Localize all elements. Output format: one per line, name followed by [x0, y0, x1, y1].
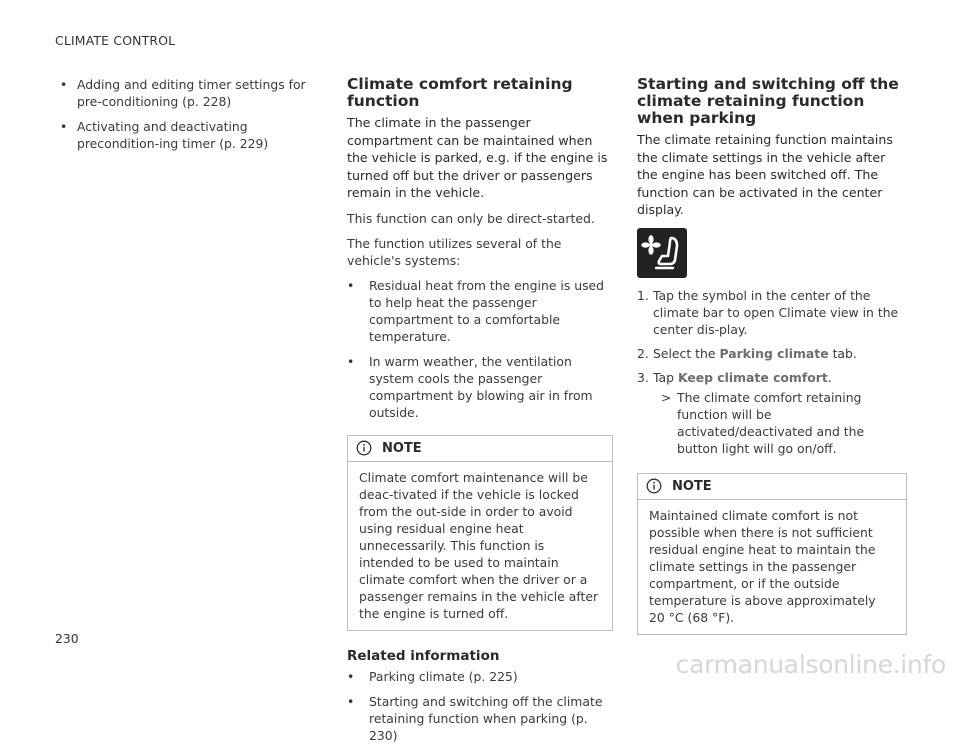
step-text: . — [827, 369, 832, 385]
list-item[interactable]: • Starting and switching off the climate retaining function when parking (p. 230) — [347, 693, 613, 744]
list-item: • In warm weather, the ventilation system cools the passenger compartment by blowing air in from outside. — [347, 353, 613, 421]
step-text: Tap the symbol in the center of the climate bar to open Climate view in the center dis-play. — [653, 287, 899, 337]
note-header — [638, 474, 906, 500]
column-1 — [60, 76, 315, 160]
note-box — [637, 473, 907, 635]
related-links-list — [60, 76, 315, 152]
column-3 — [637, 76, 907, 635]
related-info-heading: Related information — [347, 647, 500, 664]
step-result — [637, 389, 907, 457]
related-links-list — [347, 668, 613, 744]
list-item[interactable]: • Parking climate (p. 225) — [347, 668, 613, 685]
result-marker: > — [661, 389, 672, 405]
step-text: Tap — [653, 369, 674, 385]
steps-list — [637, 287, 907, 386]
paragraph: The function utilizes several of the vehicle's systems: — [347, 235, 562, 268]
result-text: The climate comfort retaining function will be activated/deactivated and the button light will go on/off. — [677, 389, 865, 456]
step-item — [637, 345, 907, 362]
note-header — [348, 436, 612, 462]
step-text: tab. — [832, 345, 857, 361]
parking-climate-tab-label: Parking climate — [719, 345, 829, 361]
section-lead: The climate retaining function maintains the climate settings in the vehicle after the engine has been switched off. The function can be activated in the center display. — [637, 132, 893, 217]
step-number: 2. — [637, 345, 649, 361]
page-number: 230 — [55, 631, 79, 646]
list-item[interactable]: • Activating and deactivating precondition-ing timer (p. 229) — [60, 118, 315, 152]
step-number: 3. — [637, 369, 649, 385]
note-label: NOTE — [382, 440, 422, 456]
info-icon — [646, 478, 662, 494]
paragraph: This function can only be direct-started. — [347, 210, 595, 226]
step-number: 1. — [637, 287, 649, 303]
climate-fan-icon — [637, 228, 687, 278]
list-item: • Residual heat from the engine is used to help heat the passenger compartment to a comfortable temperature. — [347, 277, 613, 345]
note-text: Climate comfort maintenance will be deac-tivated if the vehicle is locked from the out-side in order to avoid using residual engine heat unnecessarily. This function is intended to be used to maintain climate comfort when the driver or a passenger remains in the vehicle after the engine is turned off. — [359, 469, 599, 621]
note-box — [347, 435, 613, 631]
step-text: Select the — [653, 345, 716, 361]
section-title: Starting and switching off the climate retaining function when parking — [637, 75, 899, 127]
column-2 — [347, 76, 613, 752]
note-text: Maintained climate comfort is not possible when there is not sufficient residual engine heat to maintain the climate settings in the passenger compartment, or if the outside temperature is above approximately 20 °C (68 °F). — [649, 507, 876, 625]
info-icon — [356, 440, 372, 456]
note-label: NOTE — [672, 478, 712, 494]
step-item — [637, 287, 907, 338]
page-header: CLIMATE CONTROL — [55, 33, 176, 48]
keep-climate-comfort-label: Keep climate comfort — [677, 369, 828, 385]
list-item[interactable]: • Adding and editing timer settings for pre-conditioning (p. 228) — [60, 76, 315, 110]
section-title: Climate comfort retaining function — [347, 75, 573, 110]
watermark-text: carmanualsonline.info — [675, 650, 946, 679]
step-item — [637, 369, 907, 386]
systems-list — [347, 277, 613, 421]
section-lead: The climate in the passenger compartment can be maintained when the vehicle is parked, e.g. if the engine is turned off but the driver or passengers remain in the vehicle. — [347, 115, 608, 200]
